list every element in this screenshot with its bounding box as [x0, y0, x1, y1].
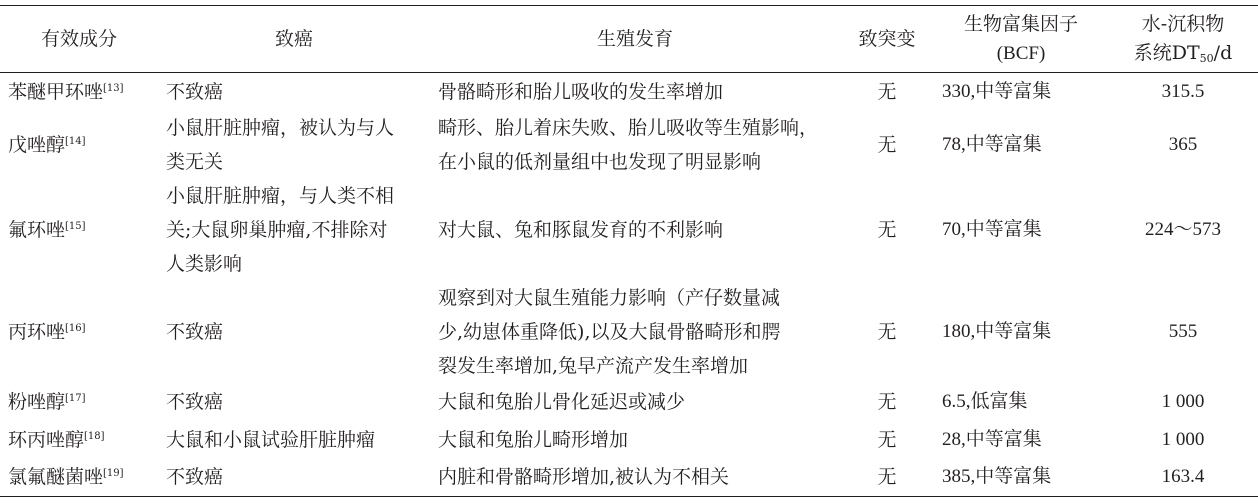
table-row: [0, 459, 1258, 497]
header-bcf-line2: (BCF): [996, 43, 1046, 64]
cell-carcinogenicity: [158, 383, 430, 421]
cell-reproductive-development: [430, 459, 840, 497]
ingredient-name: 苯醚甲环唑: [8, 80, 104, 103]
table-row: [0, 179, 1258, 281]
carcinogenicity-text-line: 不致癌: [166, 390, 224, 413]
carcinogenicity-text-line: 小鼠肝脏肿瘤，被认为与人: [166, 116, 395, 139]
cell-reproductive-development: [430, 421, 840, 459]
cell-bcf: 180,中等富集: [942, 320, 1052, 342]
reference-marker: [19]: [103, 468, 124, 480]
cell-active-ingredient: [0, 111, 158, 179]
cell-reproductive-development: [430, 179, 840, 281]
table-row: [0, 383, 1258, 421]
reproductive-text-line: 对大鼠、兔和豚鼠发育的不利影响: [438, 218, 724, 241]
carcinogenicity-text-line: 不致癌: [166, 320, 224, 343]
reproductive-text-line: 内脏和骨骼畸形增加,被认为不相关: [438, 466, 730, 489]
header-active-ingredient: 有效成分: [0, 6, 158, 73]
cell-active-ingredient: [0, 459, 158, 497]
header-reproductive-development: 生殖发育: [430, 6, 840, 73]
reference-marker: [13]: [103, 82, 124, 94]
cell-mutagenicity: 无: [877, 80, 897, 103]
reference-marker: [17]: [65, 392, 86, 404]
table-body: [0, 73, 1258, 497]
ingredient-name: 氯氟醚菌唑: [8, 466, 104, 489]
reference-marker: [14]: [65, 135, 86, 147]
header-dt50: [1108, 6, 1258, 73]
cell-mutagenicity: 无: [877, 390, 897, 413]
cell-carcinogenicity: [158, 111, 430, 179]
table-row: [0, 421, 1258, 459]
cell-active-ingredient: [0, 383, 158, 421]
ingredient-name: 氟环唑: [8, 218, 66, 241]
cell-dt50: 365: [1168, 133, 1198, 155]
cell-reproductive-development: [430, 111, 840, 179]
cell-active-ingredient: [0, 421, 158, 459]
cell-carcinogenicity: [158, 281, 430, 383]
carcinogenicity-text-line: 关;大鼠卵巢肿瘤,不排除对: [166, 218, 388, 241]
cell-active-ingredient: [0, 281, 158, 383]
ingredient-name: 环丙唑醇: [8, 428, 85, 451]
table-header-row: [0, 6, 1258, 73]
reproductive-text-line: 在小鼠的低剂量组中也发现了明显影响: [438, 150, 762, 173]
cell-reproductive-development: [430, 281, 840, 383]
cell-carcinogenicity: [158, 179, 430, 281]
cell-reproductive-development: [430, 383, 840, 421]
carcinogenicity-text-line: 类无关: [166, 150, 224, 173]
header-bcf-line1: 生物富集因子: [963, 13, 1078, 35]
reproductive-text-line: 少,幼崽体重降低),以及大鼠骨骼畸形和腭: [438, 320, 781, 343]
cell-mutagenicity: 无: [877, 320, 897, 343]
reproductive-text-line: 骨骼畸形和胎儿吸收的发生率增加: [438, 80, 724, 103]
cell-dt50: 315.5: [1161, 80, 1205, 102]
cell-dt50: 1 000: [1161, 390, 1205, 412]
cell-mutagenicity: 无: [877, 428, 897, 451]
cell-mutagenicity: 无: [840, 459, 934, 497]
header-dt50-unit: /d: [1213, 42, 1233, 64]
ingredient-name: 戊唑醇: [8, 133, 66, 156]
cell-carcinogenicity: [158, 459, 430, 497]
carcinogenicity-text-line: 人类影响: [166, 252, 243, 275]
reference-marker: [18]: [84, 430, 105, 442]
header-dt50-text: 系统DT: [1133, 42, 1200, 64]
cell-bcf: 330,中等富集: [942, 80, 1052, 102]
ingredient-name: 丙环唑: [8, 320, 66, 343]
cell-bcf: 70,中等富集: [942, 218, 1042, 240]
reference-marker: [16]: [65, 322, 86, 334]
header-dt50-subscript: 50: [1199, 52, 1214, 65]
cell-bcf: 6.5,低富集: [942, 390, 1028, 412]
cell-mutagenicity: 无: [877, 218, 897, 241]
cell-carcinogenicity: [158, 73, 430, 111]
cell-dt50: 555: [1168, 320, 1198, 342]
ingredient-name: 粉唑醇: [8, 390, 66, 413]
cell-active-ingredient: [0, 73, 158, 111]
reference-marker: [15]: [65, 220, 86, 232]
cell-reproductive-development: [430, 73, 840, 111]
carcinogenicity-text-line: 不致癌: [166, 80, 224, 103]
cell-carcinogenicity: [158, 421, 430, 459]
cell-active-ingredient: [0, 179, 158, 281]
header-dt50-line1: 水-沉积物: [1141, 13, 1225, 35]
reproductive-text-line: 大鼠和兔胎儿畸形增加: [438, 428, 629, 451]
header-mutagenicity: 致突变: [840, 6, 934, 73]
table-row: [0, 73, 1258, 111]
cell-mutagenicity: 无: [877, 133, 897, 156]
toxicity-table: [0, 5, 1258, 497]
carcinogenicity-text-line: 大鼠和小鼠试验肝脏肿瘤: [166, 428, 376, 451]
cell-dt50: 224～573: [1144, 218, 1221, 240]
cell-bcf: 78,中等富集: [942, 133, 1042, 155]
table-row: [0, 111, 1258, 179]
carcinogenicity-text-line: 不致癌: [166, 466, 224, 489]
cell-bcf: 385,中等富集: [934, 459, 1108, 497]
table-row: [0, 281, 1258, 383]
cell-bcf: 28,中等富集: [942, 428, 1042, 450]
reproductive-text-line: 裂发生率增加,兔早产流产发生率增加: [438, 354, 749, 377]
header-dt50-line2: [1108, 39, 1258, 68]
header-carcinogenicity: 致癌: [158, 6, 430, 73]
cell-dt50: 1 000: [1161, 428, 1205, 450]
header-bcf: [934, 6, 1108, 73]
cell-dt50: 163.4: [1108, 459, 1258, 497]
reproductive-text-line: 大鼠和兔胎儿骨化延迟或减少: [438, 390, 686, 413]
reproductive-text-line: 畸形、胎儿着床失败、胎儿吸收等生殖影响，: [438, 116, 819, 139]
reproductive-text-line: 观察到对大鼠生殖能力影响（产仔数量减: [438, 286, 781, 309]
carcinogenicity-text-line: 小鼠肝脏肿瘤，与人类不相: [166, 184, 395, 207]
